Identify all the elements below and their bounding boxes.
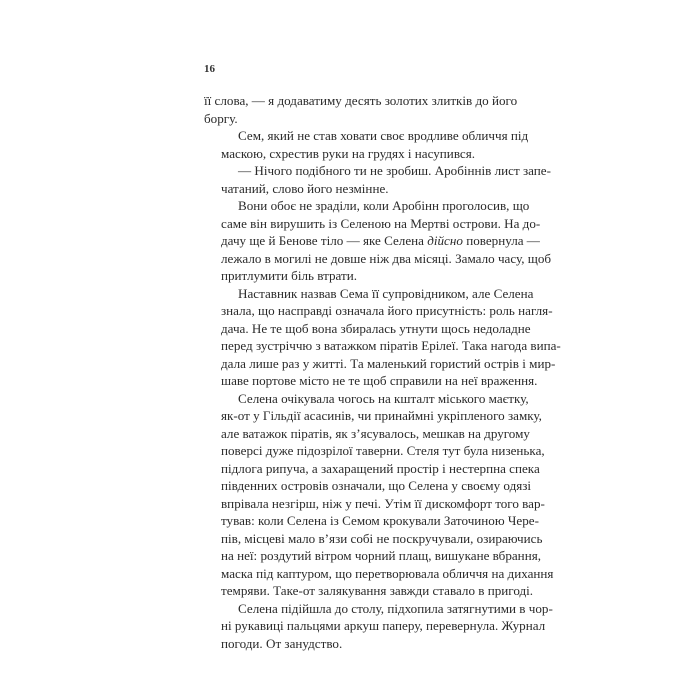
text-line: перед зустріччю з ватажком піратів Ерілеї. Така нагода випа- <box>221 338 561 353</box>
text-line: маска під каптуром, що перетворювала обличчя на дихання <box>221 565 554 581</box>
emphasized-word: дійсно <box>427 233 463 248</box>
paragraph <box>204 197 552 285</box>
text-line: її слова, — я додаватиму десять золотих злитків до його <box>204 93 518 108</box>
paragraph <box>204 390 554 600</box>
text-line: Сем, який не став ховати своє вродливе обличчя під <box>238 128 529 143</box>
text-line: впрівала незгірш, ніж у печі. Утім її дискомфорт того вар- <box>221 495 545 511</box>
text-line: боргу. <box>204 110 238 126</box>
paragraph <box>204 127 529 162</box>
book-page <box>204 62 561 652</box>
text-line: як-от у Гільдії асасинів, чи принаймні укріпленого замку, <box>221 408 542 423</box>
body-text <box>204 92 561 652</box>
text-line: погоди. От занудство. <box>221 635 343 651</box>
text-line: Селена очікувала чогось на кшталт міського маєтку, <box>238 390 529 406</box>
text-line: притлумити біль втрати. <box>221 268 358 283</box>
paragraph <box>204 92 518 127</box>
text-line: тував: коли Селена із Семом крокували Заточиною Чере- <box>221 513 539 528</box>
text-line: чатаний, слово його незмінне. <box>221 180 389 196</box>
text-line: лежало в могилі не довше ніж два місяці. Замало часу, щоб <box>221 250 552 266</box>
text-line: Вони обоє не зраділи, коли Аробінн проголосив, що <box>238 198 530 213</box>
text-line: Наставник назвав Сема її супровідником, але Селена <box>238 285 534 301</box>
page-number: 16 <box>204 63 215 75</box>
paragraph <box>204 600 553 653</box>
text-line: — Нічого подібного ти не зробиш. Аробіннів лист запе- <box>238 163 551 178</box>
text-line: саме він вирушить із Селеною на Мертві острови. На до- <box>221 215 541 231</box>
text-line: темряви. Таке-от залякування завжди ставало в пригоді. <box>221 583 534 598</box>
text-line: поверсі дуже підозрілої таверни. Стеля тут була низенька, <box>221 443 545 458</box>
text-line: маскою, схрестив руки на грудях і насупився. <box>221 145 476 161</box>
text-line: пів, місцеві мало в’язи собі не поскручували, озираючись <box>221 530 543 546</box>
text-line: але ватажок піратів, як з’ясувалось, мешкав на другому <box>221 425 530 441</box>
paragraph <box>204 162 551 197</box>
text-line: підлога рипуча, а захаращений простір і нестерпна спека <box>221 460 540 476</box>
paragraph <box>204 285 561 390</box>
text-line: дачу ще й Бенове тіло — яке Селена дійсно повернула — <box>221 233 540 248</box>
text-line: знала, що насправді означала його присутність: роль нагля- <box>221 303 553 318</box>
text-line: ні рукавиці пальцями аркуш паперу, перевернула. Журнал <box>221 618 546 633</box>
text-line: південних островів означали, що Селена у своєму одязі <box>221 478 532 493</box>
text-line: шаве портове місто не те щоб справили на неї враження. <box>221 373 538 388</box>
text-line: дала лише раз у житті. Та маленький гористий острів і мир- <box>221 355 556 371</box>
text-line: на неї: роздутий вітром чорний плащ, вишукане вбрання, <box>221 548 541 563</box>
text-line: дача. Не те щоб вона збиралась утнути щось недоладне <box>221 320 531 336</box>
text-line: Селена підійшла до столу, підхопила затягнутими в чор- <box>238 600 553 616</box>
